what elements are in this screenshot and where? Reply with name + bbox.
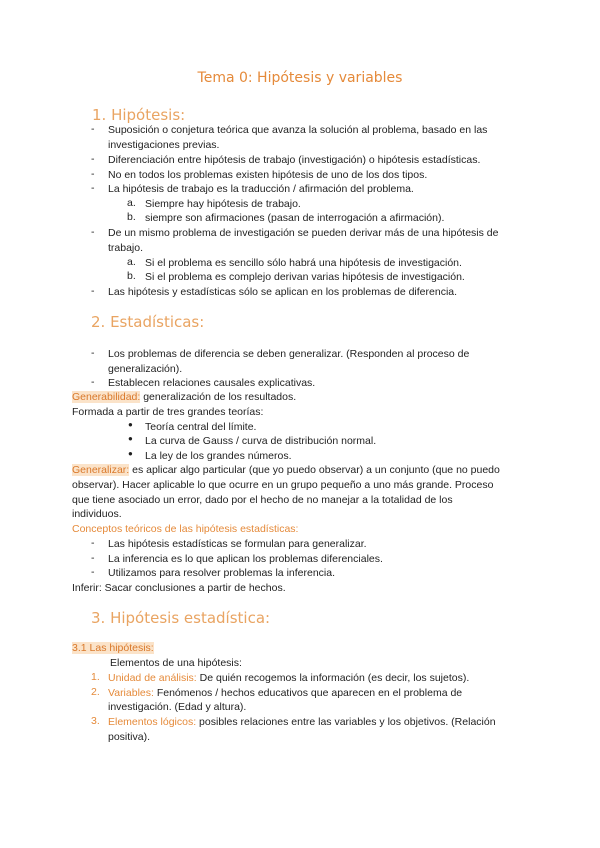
dash-marker: - (91, 537, 95, 549)
elemento-2-cont: investigación. (Edad y altura). (108, 701, 247, 713)
dash-marker: - (91, 182, 95, 194)
s1-sub-b: siempre son afirmaciones (pasan de interrogación a afirmación). (145, 212, 445, 224)
s2-item-1-cont: generalización). (108, 363, 183, 375)
bullet-marker: ● (128, 420, 133, 429)
conceptos-item-1: Las hipótesis estadísticas se formulan para generalizar. (108, 538, 367, 550)
elemento-3 (108, 715, 496, 729)
bullet-marker: ● (128, 449, 133, 458)
generalizar-line-1 (72, 463, 500, 477)
dash-marker: - (91, 376, 95, 388)
subsection-3-1-label: 3.1 Las hipótesis: (72, 642, 154, 654)
elemento-1 (108, 671, 469, 685)
generalizar-line-3: que tiene asociado un error, dado por el hecho de no manejar a la totalidad de los (72, 494, 453, 506)
elemento-1-text: De quién recogemos la información (es decir, los sujetos). (196, 672, 470, 684)
elementos-line: Elementos de una hipótesis: (110, 657, 242, 669)
s1-item-5: De un mismo problema de investigación se pueden derivar más de una hipótesis de (108, 227, 499, 239)
section-2-heading: 2. Estadísticas: (91, 313, 205, 331)
dash-marker: - (91, 153, 95, 165)
dash-marker: - (91, 168, 95, 180)
list-number: 3. (91, 715, 100, 727)
theory-2: La curva de Gauss / curva de distribución normal. (145, 435, 377, 447)
s1-item-2: Diferenciación entre hipótesis de trabajo (investigación) o hipótesis estadísticas. (108, 154, 481, 166)
generalizar-text-1: es aplicar algo particular (que yo puedo observar) a un conjunto (que no puedo (129, 464, 500, 476)
subsection-3-1 (72, 641, 154, 655)
elemento-3-label: Elementos lógicos: (108, 716, 197, 728)
s1-item-1-cont: investigaciones previas. (108, 139, 220, 151)
list-number: 1. (91, 671, 100, 683)
generalizar-label: Generalizar: (72, 464, 130, 476)
dash-marker: - (91, 226, 95, 238)
s1-sub-a: Siempre hay hipótesis de trabajo. (145, 198, 301, 210)
s2-item-1: Los problemas de diferencia se deben generalizar. (Responden al proceso de (108, 348, 470, 360)
elemento-3-cont: positiva). (108, 731, 151, 743)
conceptos-item-2: La inferencia es lo que aplican los problemas diferenciales. (108, 553, 383, 565)
list-number: 2. (91, 686, 100, 698)
sub-marker: a. (127, 256, 136, 268)
dash-marker: - (91, 285, 95, 297)
generalizar-line-4: individuos. (72, 508, 122, 520)
generabilidad-label: Generabilidad: (72, 391, 141, 403)
s1-item-6: Las hipótesis y estadísticas sólo se aplican en los problemas de diferencia. (108, 286, 458, 298)
page-title: Tema 0: Hipótesis y variables (197, 70, 403, 86)
dash-marker: - (91, 566, 95, 578)
sub-marker: b. (127, 270, 136, 282)
theory-1: Teoría central del límite. (145, 421, 257, 433)
formada-line: Formada a partir de tres grandes teorías: (72, 406, 264, 418)
s1-item-1: Suposición o conjetura teórica que avanza la solución al problema, basado en las (108, 124, 488, 136)
conceptos-heading: Conceptos teóricos de las hipótesis estadísticas: (72, 523, 299, 535)
theory-3: La ley de los grandes números. (145, 450, 292, 462)
generabilidad-line (72, 390, 296, 404)
s2-item-2: Establecen relaciones causales explicativas. (108, 377, 316, 389)
elemento-2 (108, 686, 462, 700)
elemento-3-text: posibles relaciones entre las variables y los objetivos. (Relación (196, 716, 496, 728)
s1-sub-b2: Si el problema es complejo derivan varias hipótesis de investigación. (145, 271, 465, 283)
elemento-1-label: Unidad de análisis: (108, 672, 197, 684)
sub-marker: b. (127, 211, 136, 223)
elemento-2-text: Fenómenos / hechos educativos que aparecen en el problema de (153, 687, 463, 699)
dash-marker: - (91, 123, 95, 135)
section-3-heading: 3. Hipótesis estadística: (91, 609, 271, 627)
bullet-marker: ● (128, 434, 133, 443)
generalizar-line-2: observar). Hacer aplicable lo que ocurre en un grupo pequeño a uno más grande. Proceso (72, 479, 494, 491)
generabilidad-text: generalización de los resultados. (140, 391, 297, 403)
s1-item-5-cont: trabajo. (108, 242, 144, 254)
dash-marker: - (91, 552, 95, 564)
s1-item-3: No en todos los problemas existen hipótesis de uno de los dos tipos. (108, 169, 428, 181)
s1-sub-a2: Si el problema es sencillo sólo habrá una hipótesis de investigación. (145, 257, 462, 269)
conceptos-item-3: Utilizamos para resolver problemas la inferencia. (108, 567, 336, 579)
section-1-heading: 1. Hipótesis: (92, 106, 186, 124)
dash-marker: - (91, 347, 95, 359)
s1-item-4: La hipótesis de trabajo es la traducción / afirmación del problema. (108, 183, 414, 195)
sub-marker: a. (127, 197, 136, 209)
elemento-2-label: Variables: (108, 687, 154, 699)
inferir-line: Inferir: Sacar conclusiones a partir de hechos. (72, 582, 286, 594)
